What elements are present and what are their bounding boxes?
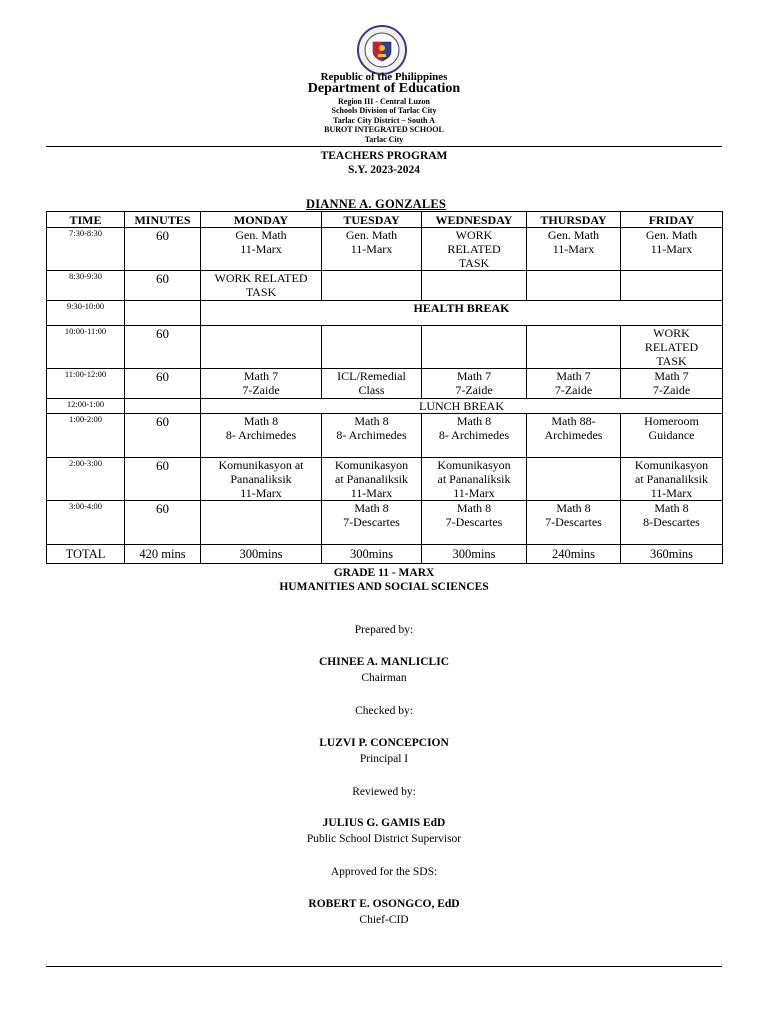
reviewed-name: JULIUS G. GAMIS EdD <box>322 817 446 829</box>
subject-cell-friday: Gen. Math 11-Marx <box>621 228 723 271</box>
subject-cell-thursday: Math 8 7-Descartes <box>527 501 621 545</box>
minutes-cell: 60 <box>125 271 201 301</box>
subject-cell-tuesday: ICL/Remedial Class <box>322 369 422 399</box>
table-row <box>47 369 723 399</box>
subject-cell-tuesday <box>322 326 422 369</box>
subject-cell-friday: WORK RELATED TASK <box>621 326 723 369</box>
subject-cell-wednesday: Math 7 7-Zaide <box>422 369 527 399</box>
total-minutes: 420 mins <box>125 545 201 564</box>
program-title-block <box>0 149 768 177</box>
subject-cell-wednesday: Math 8 7-Descartes <box>422 501 527 545</box>
total-row <box>47 545 723 564</box>
subject-cell-monday: Math 8 8- Archimedes <box>201 414 322 458</box>
table-row <box>47 301 723 326</box>
division-line: Schools Division of Tarlac City <box>331 106 437 115</box>
reviewed-title: Public School District Supervisor <box>306 833 462 845</box>
approved-label: Approved for the SDS: <box>330 866 438 878</box>
subject-cell-thursday: Math 88- Archimedes <box>527 414 621 458</box>
subject-cell-friday: Komunikasyon at Pananaliksik 11-Marx <box>621 458 723 501</box>
total-monday: 300mins <box>201 545 322 564</box>
total-tuesday: 300mins <box>322 545 422 564</box>
schedule-table <box>46 211 723 564</box>
subject-cell-wednesday: WORK RELATED TASK <box>422 228 527 271</box>
minutes-cell: 60 <box>125 458 201 501</box>
subject-cell-monday <box>201 501 322 545</box>
table-row <box>47 271 723 301</box>
time-cell: 8:30-9:30 <box>47 271 125 301</box>
subject-cell-wednesday <box>422 326 527 369</box>
prepared-label: Prepared by: <box>354 624 414 636</box>
minutes-cell: 60 <box>125 326 201 369</box>
subject-cell-monday: Math 7 7-Zaide <box>201 369 322 399</box>
program-title: TEACHERS PROGRAM <box>320 150 448 162</box>
header-thursday: THURSDAY <box>527 212 621 228</box>
total-label: TOTAL <box>47 545 125 564</box>
footer-divider <box>46 966 722 967</box>
header-minutes: MINUTES <box>125 212 201 228</box>
region-line: Region III - Central Luzon <box>337 97 430 106</box>
grade-section: GRADE 11 - MARX <box>333 567 435 579</box>
table-header-row <box>47 212 723 228</box>
section-block <box>0 566 768 594</box>
schedule-body <box>47 228 723 545</box>
prepared-name: CHINEE A. MANLICLIC <box>318 656 450 668</box>
minutes-cell: 60 <box>125 228 201 271</box>
total-thursday: 240mins <box>527 545 621 564</box>
subject-cell-thursday <box>527 458 621 501</box>
department-heading: Department of Education <box>307 81 461 96</box>
republic-heading: Republic of the Philippines <box>320 71 448 83</box>
subject-cell-tuesday: Math 8 8- Archimedes <box>322 414 422 458</box>
approved-title: Chief-CID <box>359 914 409 926</box>
table-row <box>47 501 723 545</box>
table-row <box>47 228 723 271</box>
approved-name: ROBERT E. OSONGCO, EdD <box>308 898 460 910</box>
deped-seal-logo <box>351 24 413 76</box>
minutes-cell <box>125 399 201 414</box>
subject-cell-monday: Komunikasyon at Pananaliksik 11-Marx <box>201 458 322 501</box>
subject-cell-tuesday <box>322 271 422 301</box>
subject-cell-wednesday: Math 8 8- Archimedes <box>422 414 527 458</box>
checked-name: LUZVI P. CONCEPCION <box>319 737 449 749</box>
time-cell: 7:30-8:30 <box>47 228 125 271</box>
header-friday: FRIDAY <box>621 212 723 228</box>
time-cell: 12:00-1:00 <box>47 399 125 414</box>
subject-cell-tuesday: Gen. Math 11-Marx <box>322 228 422 271</box>
district-line: Tarlac City District – South A <box>333 116 435 125</box>
checked-label: Checked by: <box>355 705 413 717</box>
time-cell: 1:00-2:00 <box>47 414 125 458</box>
subject-cell-thursday <box>527 271 621 301</box>
time-cell: 11:00-12:00 <box>47 369 125 399</box>
prepared-title: Chairman <box>361 672 407 684</box>
minutes-cell: 60 <box>125 369 201 399</box>
subject-cell-friday <box>621 271 723 301</box>
teacher-name: DIANNE A. GONZALES <box>306 197 447 211</box>
time-cell: 2:00-3:00 <box>47 458 125 501</box>
strand: HUMANITIES AND SOCIAL SCIENCES <box>279 581 489 593</box>
subject-cell-tuesday: Math 8 7-Descartes <box>322 501 422 545</box>
school-line: BUROT INTEGRATED SCHOOL <box>324 125 444 134</box>
lunch-break-cell: LUNCH BREAK <box>201 399 723 414</box>
subject-cell-wednesday <box>422 271 527 301</box>
checked-title: Principal I <box>359 753 409 765</box>
city-line: Tarlac City <box>364 135 404 144</box>
subject-cell-wednesday: Komunikasyon at Pananaliksik 11-Marx <box>422 458 527 501</box>
header-monday: MONDAY <box>201 212 322 228</box>
health-break-cell: HEALTH BREAK <box>201 301 723 326</box>
time-cell: 10:00-11:00 <box>47 326 125 369</box>
header-divider <box>46 146 722 147</box>
header-time: TIME <box>47 212 125 228</box>
table-row <box>47 414 723 458</box>
table-row <box>47 326 723 369</box>
subject-cell-thursday: Gen. Math 11-Marx <box>527 228 621 271</box>
subject-cell-monday <box>201 326 322 369</box>
subject-cell-friday: Math 7 7-Zaide <box>621 369 723 399</box>
subject-cell-friday: Math 8 8-Descartes <box>621 501 723 545</box>
header-wednesday: WEDNESDAY <box>422 212 527 228</box>
total-wednesday: 300mins <box>422 545 527 564</box>
table-row <box>47 458 723 501</box>
subject-cell-tuesday: Komunikasyon at Pananaliksik 11-Marx <box>322 458 422 501</box>
subject-cell-thursday: Math 7 7-Zaide <box>527 369 621 399</box>
table-row <box>47 399 723 414</box>
reviewed-label: Reviewed by: <box>352 786 416 798</box>
time-cell: 3:00-4:00 <box>47 501 125 545</box>
subject-cell-monday: Gen. Math 11-Marx <box>201 228 322 271</box>
time-cell: 9:30-10:00 <box>47 301 125 326</box>
minutes-cell: 60 <box>125 414 201 458</box>
total-friday: 360mins <box>621 545 723 564</box>
minutes-cell: 60 <box>125 501 201 545</box>
subject-cell-monday: WORK RELATED TASK <box>201 271 322 301</box>
subject-cell-friday: Homeroom Guidance <box>621 414 723 458</box>
minutes-cell <box>125 301 201 326</box>
subject-cell-thursday <box>527 326 621 369</box>
school-year: S.Y. 2023-2024 <box>347 164 421 176</box>
header-tuesday: TUESDAY <box>322 212 422 228</box>
